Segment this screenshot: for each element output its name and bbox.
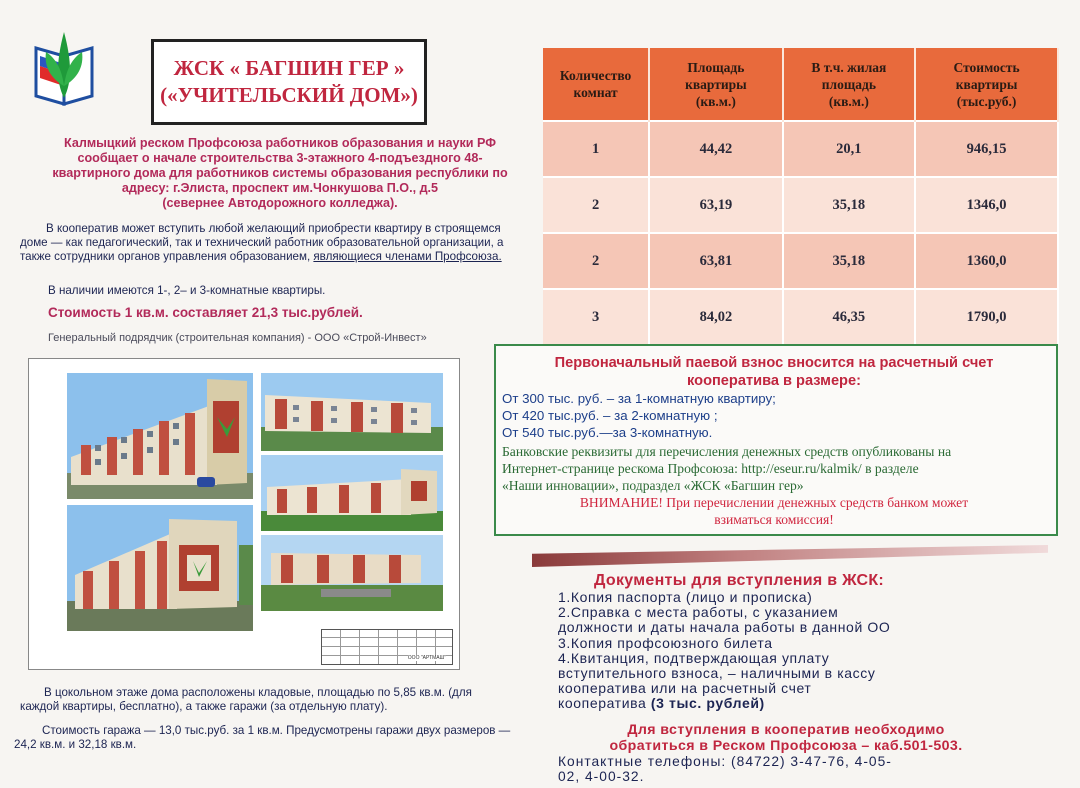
list-item-text: кооператива (558, 695, 651, 712)
table-header-row (543, 48, 1058, 121)
intro-announcement (40, 136, 520, 211)
fee-line: От 300 тыс. руб. – за 1-комнатную квартиру; (502, 391, 776, 406)
table-cell: 946,15 (915, 121, 1058, 177)
list-item: кооператива или на расчетный счет (558, 680, 812, 697)
attention-line: взиматься комиссия! (714, 512, 834, 527)
cooperative-text: В кооператив может вступить любой желающий приобрести квартиру в строящемся доме — как педагогический, так и технический работник образовательной организации, а также сотрудники органов управления образованием, (20, 222, 504, 263)
intro-line: сообщает о начале строительства 3-этажного 4-подъездного 48- (77, 151, 483, 165)
building-render-image (67, 373, 253, 499)
table-cell: 46,35 (783, 289, 916, 344)
table-cell: 35,18 (783, 177, 916, 233)
garage-paragraph: Стоимость гаража — 13,0 тыс.руб. за 1 кв.м. Предусмотрены гаражи двух размеров — 24,2 кв.м. и 32,18 кв.м. (14, 724, 511, 751)
fee-heading-line: Первоначальный паевой взнос вносится на расчетный счет (554, 355, 994, 371)
header-text: квартиры (685, 76, 747, 92)
table-cell: 63,81 (649, 233, 782, 289)
fee-line: От 540 тыс.руб.—за 3-комнатную. (502, 425, 713, 440)
title-box (151, 39, 427, 125)
drawing-company-label: ООО "АРТМАШ" (407, 655, 446, 661)
initial-fee-box (494, 344, 1058, 536)
bank-details (502, 443, 1046, 494)
fee-amount: (3 тыс. рублей) (650, 695, 765, 712)
table-cell: 44,42 (649, 121, 782, 177)
drawing-title-block (321, 629, 453, 665)
building-render-image (261, 373, 443, 451)
header-text: (кв.м.) (695, 93, 736, 109)
bank-line: Интернет-странице рескома Профсоюза: http://eseur.ru/kalmik/ в разделе (502, 461, 919, 476)
list-item: должности и даты начала работы в данной ОО (558, 619, 891, 636)
header-text: комнат (573, 85, 618, 100)
price-per-sqm: Стоимость 1 кв.м. составляет 21,3 тыс.рублей. (48, 305, 363, 320)
building-render-image (261, 455, 443, 531)
list-item: вступительного взноса, – наличными в кассу (558, 665, 876, 682)
list-item: 3.Копия профсоюзного билета (558, 634, 773, 651)
header-text: Количество (559, 68, 632, 83)
bank-line: «Наши инновации», подраздел «ЖСК «Багшин гер» (502, 478, 804, 493)
apartments-table (543, 48, 1059, 344)
general-contractor: Генеральный подрядчик (строительная компания) - ООО «Строй-Инвест» (48, 332, 427, 344)
header-text: площадь (821, 76, 876, 92)
header-text: Площадь (687, 59, 745, 75)
list-item: 4.Квитанция, подтверждающая уплату (558, 649, 830, 666)
column-header-area (649, 48, 782, 121)
column-header-rooms (543, 48, 649, 121)
table-cell: 2 (543, 177, 649, 233)
contact-phones (558, 754, 1028, 784)
table-row (543, 121, 1058, 177)
building-render-image (67, 505, 253, 631)
phones-line: 02, 4-00-32. (558, 769, 645, 784)
documents-list (558, 590, 1028, 712)
fee-line: От 420 тыс.руб. – за 2-комнатную ; (502, 408, 718, 423)
table-cell: 84,02 (649, 289, 782, 344)
header-text: квартиры (955, 76, 1018, 92)
table-cell: 20,1 (783, 121, 916, 177)
intro-line: квартирного дома для работников системы образования республики по (52, 166, 508, 180)
table-row (543, 289, 1058, 344)
intro-line: адресу: г.Элиста, проспект им.Чонкушова П.О., д.5 (121, 181, 439, 195)
title-line-1: ЖСК « БАГШИН ГЕР » (173, 56, 405, 80)
table-row (543, 177, 1058, 233)
header-text: В т.ч. жилая (811, 59, 887, 75)
table-cell: 1346,0 (915, 177, 1058, 233)
join-instructions (562, 722, 1010, 754)
title-line-2: («УЧИТЕЛЬСКИЙ ДОМ») (160, 83, 418, 107)
join-line: Для вступления в кооператив необходимо (627, 722, 945, 738)
attention-line: ВНИМАНИЕ! При перечислении денежных средств банком может (579, 495, 969, 510)
column-header-cost (915, 48, 1058, 121)
decorative-ribbon (532, 545, 1048, 567)
fee-heading (502, 354, 1046, 390)
header-text: (тыс.руб.) (956, 93, 1017, 109)
list-item (558, 696, 1028, 711)
table-cell: 3 (543, 289, 649, 344)
table-cell: 1 (543, 121, 649, 177)
fee-heading-line: кооператива в размере: (687, 373, 861, 389)
intro-line: (севернее Автодорожного колледжа). (162, 196, 398, 210)
table-cell: 1360,0 (915, 233, 1058, 289)
column-header-living-area (783, 48, 916, 121)
bank-line: Банковские реквизиты для перечисления денежных средств опубликованы на (502, 444, 952, 459)
table-cell: 63,19 (649, 177, 782, 233)
table-cell: 1790,0 (915, 289, 1058, 344)
header-text: Стоимость (953, 59, 1020, 75)
table-row (543, 233, 1058, 289)
cooperative-underlined: являющиеся членами Профсоюза. (313, 250, 502, 263)
basement-paragraph: В цокольном этаже дома расположены кладовые, площадью по 5,85 кв.м. (для каждой квартиры, бесплатно), а также гаражи (за отдельную плату). (20, 686, 472, 713)
join-line: обратиться в Реском Профсоюза – каб.501-503. (609, 738, 963, 754)
intro-line: Калмыцкий реском Профсоюза работников образования и науки РФ (63, 136, 497, 150)
building-render-image (261, 535, 443, 611)
documents-heading: Документы для вступления в ЖСК: (594, 572, 885, 589)
available-apartments: В наличии имеются 1-, 2– и 3-комнатные квартиры. (48, 284, 326, 297)
table-cell: 35,18 (783, 233, 916, 289)
list-item: 2.Справка с места работы, с указанием (558, 604, 839, 621)
table-cell: 2 (543, 233, 649, 289)
attention-note (502, 494, 1046, 528)
header-text: (кв.м.) (828, 93, 869, 109)
phones-line: Контактные телефоны: (84722) 3-47-76, 4-05- (558, 754, 892, 769)
cooperative-paragraph (20, 222, 510, 264)
union-logo-icon (28, 26, 100, 108)
list-item: 1.Копия паспорта (лицо и прописка) (558, 589, 813, 605)
building-renders-sheet (28, 358, 460, 670)
